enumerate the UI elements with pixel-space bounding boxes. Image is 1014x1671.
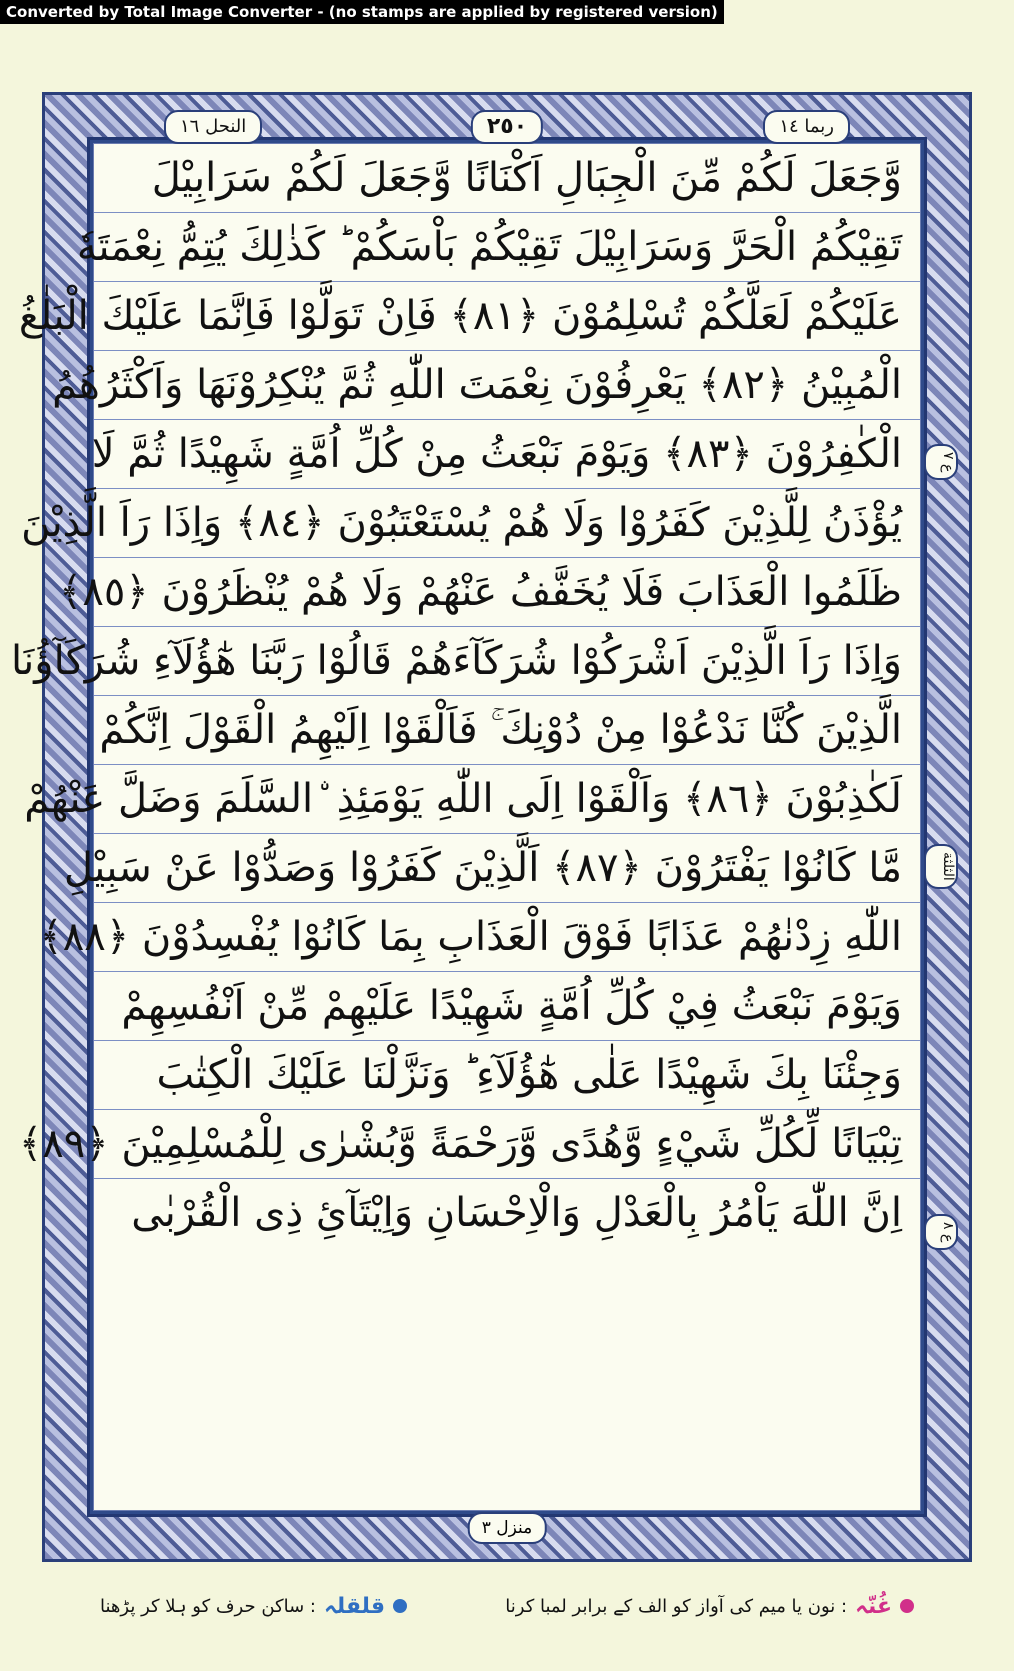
manzil-tab: منزل ٣ <box>468 1512 547 1544</box>
text-line-9: الَّذِيْنَ كُنَّا نَدْعُوْا مِنْ دُوْنِكَ ۚ فَاَلْقَوْا اِلَيْهِمُ الْقَوْلَ اِنَّكُمْ <box>94 696 920 765</box>
thuluth-marker-tab: الثلثة <box>924 844 958 889</box>
text-line-8: وَاِذَا رَاَ الَّذِيْنَ اَشْرَكُوْا شُرَكَآءَهُمْ قَالُوْا رَبَّنَا هٰٓؤُلَآءِ شُرَكَآؤُنَا <box>94 627 920 696</box>
converter-watermark: Converted by Total Image Converter - (no stamps are applied by registered version) <box>0 0 724 24</box>
text-line-15: تِبْيَانًا لِّكُلِّ شَيْءٍ وَّهُدًى وَّرَحْمَةً وَّبُشْرٰى لِلْمُسْلِمِيْنَ ﴿٨٩﴾ <box>94 1110 920 1179</box>
ruku-marker-tab: ع ٧ <box>924 444 958 480</box>
page-number: ٢٥٠ <box>471 110 543 144</box>
quran-text-area <box>10 114 956 1538</box>
text-line-11: مَّا كَانُوْا يَفْتَرُوْنَ ﴿٨٧﴾ اَلَّذِيْنَ كَفَرُوْا وَصَدُّوْا عَنْ سَبِيْلِ <box>94 834 920 903</box>
text-line-4: الْمُبِيْنُ ﴿٨٢﴾ يَعْرِفُوْنَ نِعْمَتَ اللّٰهِ ثُمَّ يُنْكِرُوْنَهَا وَاَكْثَرُهُمُ <box>94 351 920 420</box>
text-line-3: عَلَيْكُمْ لَعَلَّكُمْ تُسْلِمُوْنَ ﴿٨١﴾ فَاِنْ تَوَلَّوْا فَاِنَّمَا عَلَيْكَ الْبَلٰغُ <box>94 282 920 351</box>
tajweed-legend <box>100 1586 914 1626</box>
juz-name-tab: ربما ١٤ <box>763 110 850 144</box>
qalqala-description: : ساکن حرف کو ہلا کر پڑھنا <box>100 1595 316 1617</box>
text-line-6: يُؤْذَنُ لِلَّذِيْنَ كَفَرُوْا وَلَا هُمْ يُسْتَعْتَبُوْنَ ﴿٨٤﴾ وَاِذَا رَاَ الَّذِيْنَ <box>94 489 920 558</box>
text-line-2: تَقِيْكُمُ الْحَرَّ وَسَرَابِيْلَ تَقِيْكُمْ بَاْسَكُمْ ؕ كَذٰلِكَ يُتِمُّ نِعْمَتَهٗ <box>94 213 920 282</box>
text-line-10: لَكٰذِبُوْنَ ﴿٨٦﴾ وَاَلْقَوْا اِلَى اللّٰهِ يَوْمَئِذِ ۨالسَّلَمَ وَضَلَّ عَنْهُمْ <box>94 765 920 834</box>
text-line-16: اِنَّ اللّٰهَ يَاْمُرُ بِالْعَدْلِ وَالْاِحْسَانِ وَاِيْتَآئِ ذِى الْقُرْبٰى <box>131 1190 902 1236</box>
text-line-13: وَيَوْمَ نَبْعَثُ فِيْ كُلِّ اُمَّةٍ شَهِيْدًا عَلَيْهِمْ مِّنْ اَنْفُسِهِمْ <box>94 972 920 1041</box>
text-line-7: ظَلَمُوا الْعَذَابَ فَلَا يُخَفَّفُ عَنْهُمْ وَلَا هُمْ يُنْظَرُوْنَ ﴿٨٥﴾ <box>94 558 920 627</box>
text-line-1: وَّجَعَلَ لَكُمْ مِّنَ الْجِبَالِ اَكْنَانًا وَّجَعَلَ لَكُمْ سَرَابِيْلَ <box>94 144 920 213</box>
ghunna-description: : نون یا میم کی آواز کو الف کے برابر لمبا کرنا <box>505 1595 848 1617</box>
text-line-5: الْكٰفِرُوْنَ ﴿٨٣﴾ وَيَوْمَ نَبْعَثُ مِنْ كُلِّ اُمَّةٍ شَهِيْدًا ثُمَّ لَا <box>94 420 920 489</box>
qalqala-color-icon <box>393 1599 407 1613</box>
ghunna-color-icon <box>900 1599 914 1613</box>
legend-ghunna <box>505 1594 914 1619</box>
surah-name-tab: النحل ١٦ <box>164 110 262 144</box>
text-line-12: اللّٰهِ زِدْنٰهُمْ عَذَابًا فَوْقَ الْعَذَابِ بِمَا كَانُوْا يُفْسِدُوْنَ ﴿٨٨﴾ <box>94 903 920 972</box>
text-line-14: وَجِئْنَا بِكَ شَهِيْدًا عَلٰى هٰٓؤُلَآءِ ؕ وَنَزَّلْنَا عَلَيْكَ الْكِتٰبَ <box>94 1041 920 1110</box>
qalqala-term: قلقلہ <box>323 1593 386 1619</box>
legend-qalqala <box>100 1594 407 1619</box>
ghunna-term: غُنّہ <box>855 1593 892 1619</box>
ruku-marker-tab-2: ع ٨ <box>924 1214 958 1250</box>
page-frame <box>10 92 972 1562</box>
